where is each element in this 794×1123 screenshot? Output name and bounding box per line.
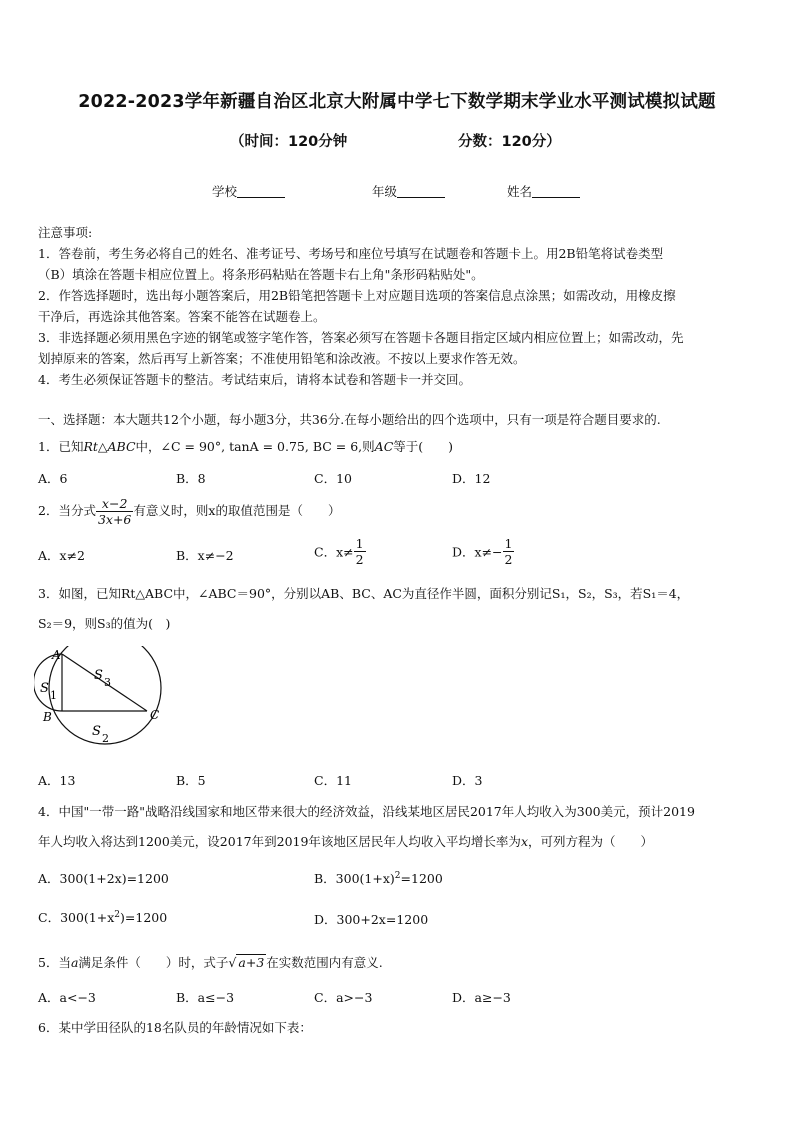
question-4-line1: 4．中国"一带一路"战略沿线国家和地区带来很大的经济效益，沿线某地区居民2017年人均收入为300美元，预计2019 [38, 804, 695, 819]
note-line: 划掉原来的答案，然后再写上新答案；不准使用铅笔和涂改液。不按以上要求作答无效。 [38, 351, 526, 366]
q2-option-a: A．x≠2 [38, 548, 86, 563]
q2-fraction [96, 496, 133, 527]
grade-blank [397, 184, 445, 198]
q4-variable: x [520, 834, 528, 849]
q1-condition: 中，∠C = 90°, tanA = 0.75, BC = 6,则 [135, 439, 375, 454]
note-line: 3．非选择题必须用黑色字迹的钢笔或签字笔作答，答案必须写在答题卡各题目指定区域内相应位置上；如需改动，先 [38, 330, 684, 345]
q2-option-d-num: 1 [504, 536, 513, 551]
note-line: （B）填涂在答题卡相应位置上。将条形码粘贴在答题卡右上角"条形码粘贴处"。 [38, 267, 484, 282]
q5-option-d: D．a≥−3 [452, 990, 511, 1005]
q1-option-a: A．6 [38, 471, 68, 486]
q3-option-a: A．13 [38, 773, 76, 788]
note-line: 2．作答选择题时，选出每小题答案后，用2B铅笔把答题卡上对应题目选项的答案信息点涂黑；如需改动，用橡皮擦 [38, 288, 676, 303]
page-title: 2022-2023学年新疆自治区北京大附属中学七下数学期末学业水平测试模拟试题 [78, 92, 716, 112]
question-6: 6．某中学田径队的18名队员的年龄情况如下表： [38, 1020, 312, 1035]
vertex-b: B [43, 710, 52, 724]
q2-option-d-label: D．x≠− [452, 544, 503, 560]
note-line: 4．考生必须保证答题卡的整洁。考试结束后，请将本试卷和答题卡一并交回。 [38, 372, 471, 387]
exam-time: （时间：120分钟 [230, 134, 348, 150]
q4-option-d: D．300+2x=1200 [314, 912, 429, 927]
q5-variable: a [70, 955, 79, 970]
vertex-a: A [52, 648, 61, 662]
q4-option-b-post: =1200 [400, 871, 443, 886]
q5-option-b: B．a≤−3 [176, 990, 235, 1005]
exam-score: 分数：120分） [458, 134, 561, 150]
label-s3: S [94, 668, 103, 683]
q2-numerator: x−2 [96, 496, 133, 512]
q2-option-d-den: 2 [504, 552, 513, 567]
q5-pre: 5．当 [38, 955, 71, 970]
q2-option-d-fraction [503, 536, 515, 567]
q1-ac: AC [374, 439, 394, 454]
q3-figure [34, 646, 164, 764]
grade-label: 年级 [372, 184, 398, 199]
question-4-line2 [38, 832, 653, 850]
q2-option-d [452, 536, 514, 567]
q5-option-c: C．a>−3 [314, 990, 373, 1005]
q4-option-a: A．300(1+2x)=1200 [38, 871, 169, 886]
semicircle-ac [49, 646, 161, 744]
q4-option-b-exp: 2 [394, 870, 401, 881]
q1-option-b: B．8 [176, 471, 206, 486]
question-3-line2: S₂＝9，则S₃的值为( ) [38, 616, 171, 631]
q4-option-c-pre: C．300(1+x [38, 910, 115, 925]
label-s1-sub: 1 [50, 689, 57, 702]
name-blank [532, 184, 580, 198]
question-2 [38, 496, 340, 527]
q4-option-c-post: )=1200 [120, 910, 168, 925]
q1-triangle: Rt△ABC [83, 439, 136, 454]
q5-sqrt-sign: √ [228, 955, 237, 970]
name-field [507, 182, 580, 200]
q3-option-d: D．3 [452, 773, 483, 788]
q2-option-b: B．x≠−2 [176, 548, 234, 563]
label-s3-sub: 3 [104, 676, 111, 689]
q1-post: 等于( ) [393, 439, 454, 454]
q1-pre: 1．已知 [38, 439, 84, 454]
q5-mid: 满足条件（ ）时，式子 [78, 955, 229, 970]
q3-option-b: B．5 [176, 773, 206, 788]
q3-option-c: C．11 [314, 773, 352, 788]
label-s1: S [40, 681, 49, 696]
note-line: 干净后，再选涂其他答案。答案不能答在试题卷上。 [38, 309, 326, 324]
q2-option-c-fraction [354, 536, 366, 567]
label-s2-sub: 2 [102, 732, 109, 745]
school-label: 学校 [212, 184, 238, 199]
label-s2: S [92, 724, 101, 739]
q5-option-a: A．a<−3 [38, 990, 96, 1005]
school-field [212, 182, 285, 200]
q2-pre: 2．当分式 [38, 503, 96, 518]
name-label: 姓名 [507, 184, 533, 199]
question-5 [38, 953, 383, 971]
q2-option-c-den: 2 [355, 552, 364, 567]
q4-option-c [38, 908, 167, 926]
q4-option-c-exp: 2 [114, 909, 121, 920]
q5-post: 在实数范围内有意义. [266, 955, 383, 970]
q2-denominator: 3x+6 [97, 512, 132, 527]
notes-heading: 注意事项: [38, 225, 93, 240]
q2-option-c [314, 536, 366, 567]
q2-option-c-label: C．x≠ [314, 544, 354, 560]
q1-option-d: D．12 [452, 471, 491, 486]
q4-line2-end: ，可列方程为（ ） [528, 834, 654, 849]
q1-option-c: C．10 [314, 471, 352, 486]
note-line: 1．答卷前，考生务必将自己的姓名、准考证号、考场号和座位号填写在试题卷和答题卡上。用2B铅笔将试卷类型 [38, 246, 664, 261]
school-blank [237, 184, 285, 198]
q4-option-b [314, 869, 443, 887]
section-heading: 一、选择题：本大题共12个小题，每小题3分，共36分.在每小题给出的四个选项中，只有一项是符合题目要求的. [38, 412, 661, 427]
q4-option-b-pre: B．300(1+x) [314, 871, 395, 886]
vertex-c: C [150, 708, 160, 722]
q2-option-c-num: 1 [355, 536, 364, 551]
question-3-line1: 3．如图，已知Rt△ABC中，∠ABC＝90°，分别以AB、BC、AC为直径作半圆，面积分别记S₁，S₂，S₃，若S₁＝4， [38, 586, 690, 601]
q5-radicand: a+3 [238, 955, 265, 970]
question-1 [38, 437, 453, 455]
grade-field [372, 182, 445, 200]
q2-post: 有意义时，则x的取值范围是（ ） [133, 503, 341, 518]
q4-line2-text: 年人均收入将达到1200美元，设2017年到2019年该地区居民年人均收入平均增长率为 [38, 834, 521, 849]
